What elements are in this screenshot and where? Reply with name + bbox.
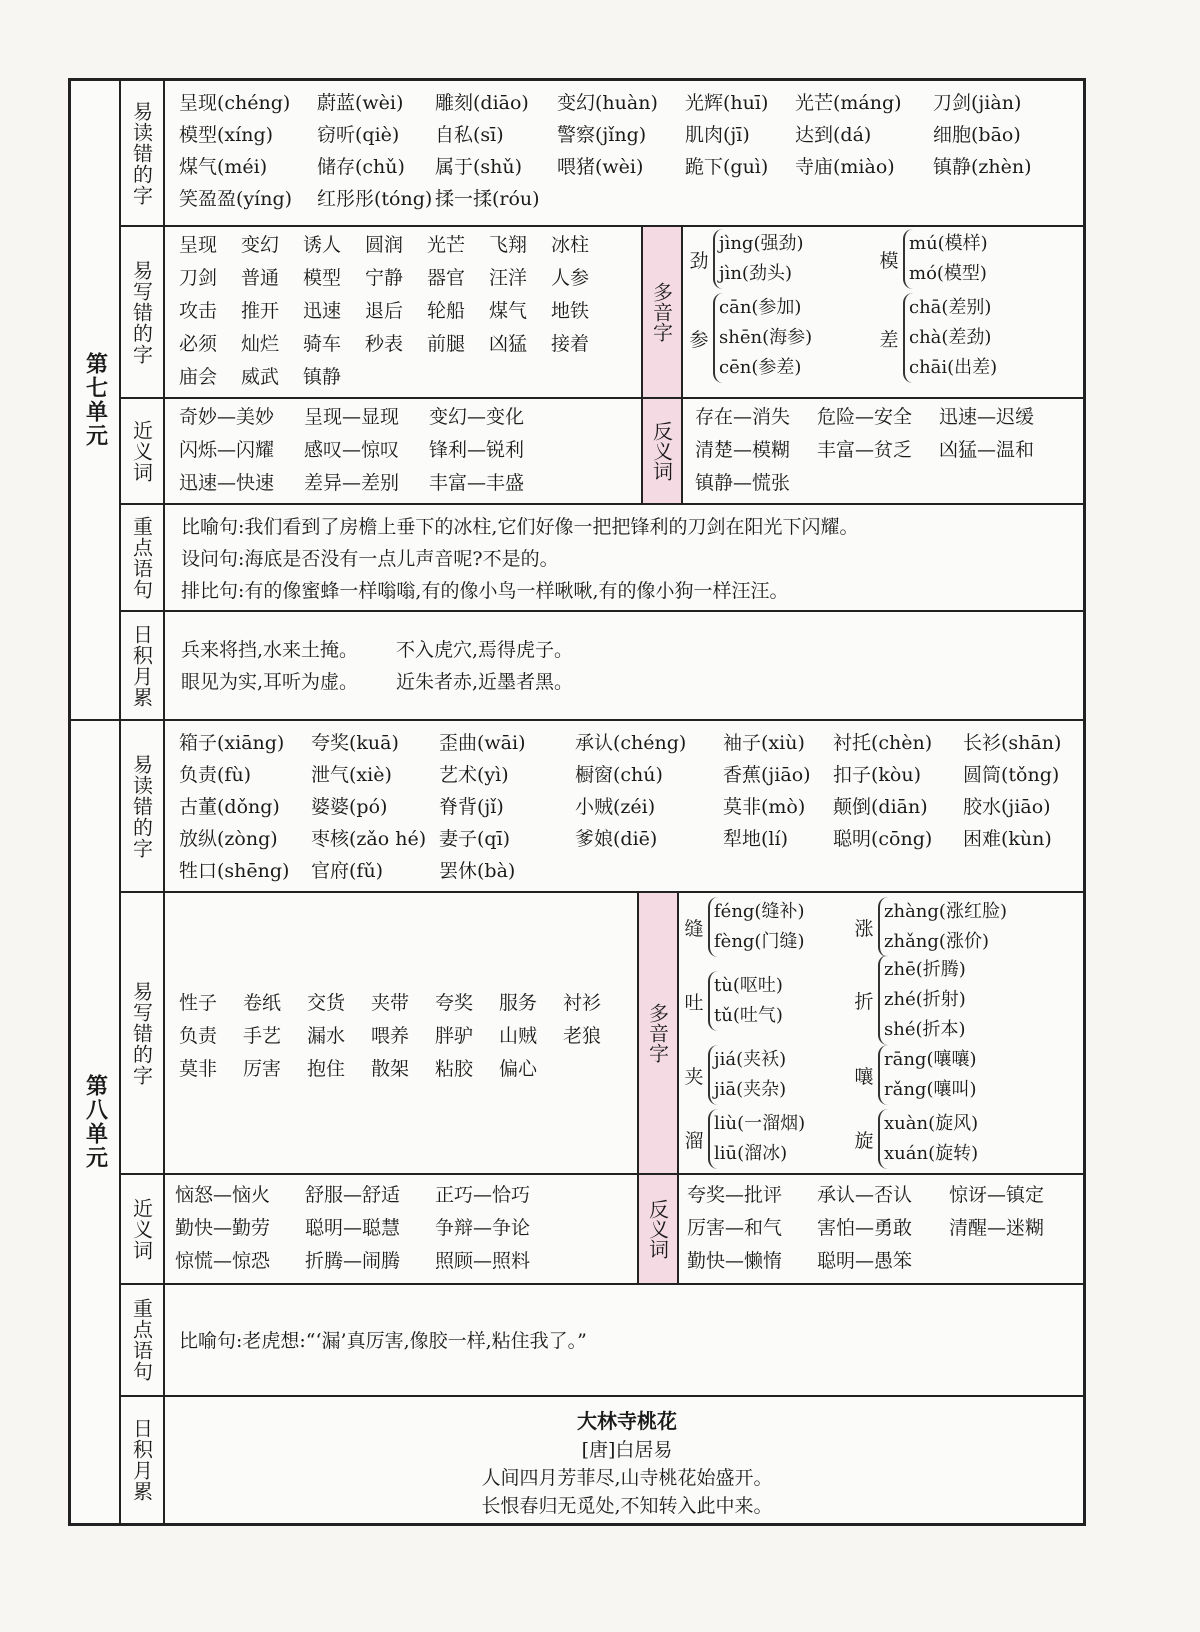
write-item: 散架 xyxy=(371,1058,410,1080)
read-item: 属于(shǔ) xyxy=(435,156,523,178)
read-item: 扣子(kòu) xyxy=(833,764,922,786)
antonym-pair: 惊讶—镇定 xyxy=(949,1184,1045,1206)
unit7-key-label: 重点语句 xyxy=(121,505,165,610)
study-sheet xyxy=(68,78,1086,1526)
synonym-pair: 锋利—锐利 xyxy=(429,439,525,461)
unit7-syn-list xyxy=(179,403,554,498)
antonym-pair: 镇静—慌张 xyxy=(695,472,791,494)
write-item: 卷纸 xyxy=(243,992,282,1014)
polyphone-char: 夹 xyxy=(684,1065,704,1088)
synonym-pair: 正巧—恰巧 xyxy=(435,1184,531,1206)
polyphone-reading: shé(折本) xyxy=(884,1019,966,1040)
read-item: 婆婆(pó) xyxy=(311,796,388,818)
proverb: 不入虎穴,焉得虎子。 xyxy=(396,639,574,661)
polyphone-readings xyxy=(708,1109,805,1169)
read-item: 光辉(huī) xyxy=(685,92,769,114)
polyphone-char: 差 xyxy=(879,328,899,351)
polyphone-reading: mú(模样) xyxy=(909,233,988,254)
polyphone-readings xyxy=(708,897,804,957)
read-item: 胶水(jiāo) xyxy=(963,796,1051,818)
synonym-pair: 丰富—丰盛 xyxy=(429,472,525,494)
write-item: 接着 xyxy=(551,333,590,355)
write-item: 镇静 xyxy=(303,366,342,388)
read-item: 模型(xíng) xyxy=(179,124,274,146)
proverb: 眼见为实,耳听为虚。 xyxy=(181,671,359,693)
read-item: 承认(chéng) xyxy=(575,732,687,754)
read-item: 牲口(shēng) xyxy=(179,860,290,882)
read-item: 蔚蓝(wèi) xyxy=(317,92,404,114)
polyphone-readings xyxy=(878,1045,977,1105)
polyphone-reading: liù(一溜烟) xyxy=(714,1113,806,1134)
unit7-write-row xyxy=(121,227,1083,399)
polyphone-group xyxy=(878,229,988,289)
polyphone-reading: jiá(夹袄) xyxy=(714,1049,787,1070)
unit7-ant-label: 反义词 xyxy=(641,399,683,503)
polyphone-readings xyxy=(713,229,804,289)
unit7-write-list xyxy=(179,231,613,392)
read-item: 爹娘(diē) xyxy=(575,828,658,850)
read-item: 笑盈盈(yíng) xyxy=(179,188,293,210)
antonym-pair: 迅速—迟缓 xyxy=(939,406,1035,428)
read-item: 箱子(xiāng) xyxy=(179,732,285,754)
synonym-pair: 奇妙—美妙 xyxy=(179,406,275,428)
write-item: 粘胶 xyxy=(435,1058,474,1080)
read-item: 刀剑(jiàn) xyxy=(933,92,1022,114)
unit8-key-label: 重点语句 xyxy=(121,1285,165,1395)
read-item: 红彤彤(tóng) xyxy=(317,188,433,210)
polyphone-group xyxy=(853,955,966,1045)
write-item: 冰柱 xyxy=(551,234,590,256)
polyphone-reading: rāng(嚷嚷) xyxy=(884,1049,977,1070)
polyphone-readings xyxy=(713,293,812,383)
synonym-pair: 感叹—惊叹 xyxy=(304,439,400,461)
write-item: 骑车 xyxy=(303,333,342,355)
read-item: 放纵(zòng) xyxy=(179,828,278,850)
write-item: 手艺 xyxy=(243,1025,282,1047)
unit8-key-row xyxy=(121,1285,1083,1397)
unit7-key-lines xyxy=(171,505,1083,610)
read-item: 喂猪(wèi) xyxy=(557,156,644,178)
read-item: 光芒(máng) xyxy=(795,92,902,114)
polyphone-readings xyxy=(708,1045,786,1105)
polyphone-reading: zhǎng(涨价) xyxy=(884,931,989,952)
read-item: 镇静(zhèn) xyxy=(933,156,1032,178)
write-item: 漏水 xyxy=(307,1025,346,1047)
write-item: 庙会 xyxy=(179,366,218,388)
read-item: 长衫(shān) xyxy=(963,732,1062,754)
polyphone-readings xyxy=(903,229,988,289)
polyphone-group xyxy=(683,897,804,957)
read-item: 艺术(yì) xyxy=(439,764,509,786)
polyphone-reading: zhé(折射) xyxy=(884,989,966,1010)
read-item: 负责(fù) xyxy=(179,764,252,786)
poem xyxy=(171,1397,1083,1523)
read-item: 小贼(zéi) xyxy=(575,796,656,818)
proverb: 近朱者赤,近墨者黑。 xyxy=(396,671,574,693)
write-item: 地铁 xyxy=(551,300,590,322)
read-item: 脊背(jǐ) xyxy=(439,796,504,818)
synonym-pair: 呈现—显现 xyxy=(304,406,400,428)
polyphone-readings xyxy=(878,955,966,1045)
polyphone-char: 旋 xyxy=(854,1129,874,1152)
polyphone-reading: rǎng(嚷叫) xyxy=(884,1079,977,1100)
unit7-read-row xyxy=(121,81,1083,227)
write-item: 模型 xyxy=(303,267,342,289)
read-item: 犁地(lí) xyxy=(723,828,788,850)
polyphone-char: 涨 xyxy=(854,917,874,940)
read-item: 窃听(qiè) xyxy=(317,124,400,146)
write-item: 性子 xyxy=(179,992,218,1014)
write-item: 必须 xyxy=(179,333,218,355)
unit8-write-row xyxy=(121,893,1083,1175)
unit8-title xyxy=(71,721,121,1523)
key-sentence: 比喻句:我们看到了房檐上垂下的冰柱,它们好像一把把锋利的刀剑在阳光下闪耀。 xyxy=(181,516,859,538)
polyphone-group xyxy=(683,1045,786,1105)
polyphone-reading: chà(差劲) xyxy=(909,327,992,348)
polyphone-reading: jìn(劲头) xyxy=(719,263,792,284)
synonym-pair: 恼怒—恼火 xyxy=(175,1184,271,1206)
read-item: 香蕉(jiāo) xyxy=(723,764,811,786)
polyphone-group xyxy=(688,293,812,383)
write-item: 诱人 xyxy=(303,234,342,256)
antonym-pair: 清楚—模糊 xyxy=(695,439,791,461)
polyphone-reading: jiā(夹杂) xyxy=(714,1079,787,1100)
polyphone-reading: zhàng(涨红脸) xyxy=(884,901,1007,922)
read-item: 肌肉(jī) xyxy=(685,124,750,146)
unit8-read-label: 易读错的字 xyxy=(121,721,165,891)
unit7-syn-label: 近义词 xyxy=(121,399,165,503)
write-item: 莫非 xyxy=(179,1058,218,1080)
read-item: 雕刻(diāo) xyxy=(435,92,529,114)
polyphone-reading: jìng(强劲) xyxy=(719,233,804,254)
write-item: 变幻 xyxy=(241,234,280,256)
polyphone-char: 折 xyxy=(854,990,874,1013)
polyphone-reading: tù(呕吐) xyxy=(714,975,783,996)
unit8-syn-row xyxy=(121,1175,1083,1285)
read-item: 橱窗(chú) xyxy=(575,764,663,786)
write-item: 前腿 xyxy=(427,333,466,355)
write-item: 老狼 xyxy=(563,1025,602,1047)
poem-line: 长恨春归无觅处,不知转入此中来。 xyxy=(481,1495,773,1517)
unit7-poly-list xyxy=(686,227,1083,397)
polyphone-char: 嚷 xyxy=(854,1065,874,1088)
polyphone-group xyxy=(853,897,1007,957)
unit8-poly-label: 多音字 xyxy=(637,893,679,1173)
read-item: 聪明(cōng) xyxy=(833,828,933,850)
synonym-pair: 迅速—快速 xyxy=(179,472,275,494)
write-item: 山贼 xyxy=(499,1025,538,1047)
polyphone-group xyxy=(878,293,997,383)
unit8-write-label: 易写错的字 xyxy=(121,893,165,1173)
polyphone-readings xyxy=(878,1109,978,1169)
polyphone-char: 缝 xyxy=(684,917,704,940)
write-item: 普通 xyxy=(241,267,280,289)
unit8-syn-label: 近义词 xyxy=(121,1175,165,1283)
read-item: 寺庙(miào) xyxy=(795,156,895,178)
write-item: 威武 xyxy=(241,366,280,388)
unit7-title xyxy=(71,81,121,719)
read-item: 妻子(qī) xyxy=(439,828,511,850)
polyphone-group xyxy=(683,1109,805,1169)
unit8-daily-label: 日积月累 xyxy=(121,1397,165,1523)
polyphone-reading: zhē(折腾) xyxy=(884,959,966,980)
write-item: 煤气 xyxy=(489,300,528,322)
polyphone-reading: féng(缝补) xyxy=(714,901,805,922)
antonym-pair: 危险—安全 xyxy=(817,406,913,428)
key-sentence: 比喻句:老虎想:“‘漏’真厉害,像胶一样,粘住我了。” xyxy=(179,1330,587,1352)
synonym-pair: 差异—差别 xyxy=(304,472,400,494)
synonym-pair: 变幻—变化 xyxy=(429,406,525,428)
read-item: 揉一揉(róu) xyxy=(435,188,540,210)
write-item: 衬衫 xyxy=(563,992,602,1014)
unit7-write-label: 易写错的字 xyxy=(121,227,165,397)
unit8-syn-list xyxy=(175,1181,565,1276)
write-item: 偏心 xyxy=(499,1058,538,1080)
polyphone-reading: fèng(门缝) xyxy=(714,931,805,952)
write-item: 飞翔 xyxy=(489,234,528,256)
polyphone-reading: mó(模型) xyxy=(909,263,987,284)
synonym-pair: 勤快—勤劳 xyxy=(175,1217,271,1239)
polyphone-char: 吐 xyxy=(684,991,704,1014)
read-item: 圆筒(tǒng) xyxy=(963,764,1060,786)
write-item: 圆润 xyxy=(365,234,404,256)
polyphone-readings xyxy=(878,897,1007,957)
antonym-pair: 凶猛—温和 xyxy=(939,439,1035,461)
unit7-ant-list xyxy=(695,403,1061,498)
polyphone-reading: cān(参加) xyxy=(719,297,802,318)
unit7-read-list xyxy=(179,89,1075,213)
write-item: 服务 xyxy=(499,992,538,1014)
write-item: 喂养 xyxy=(371,1025,410,1047)
unit7-key-row xyxy=(121,505,1083,612)
read-item: 跪下(guì) xyxy=(685,156,769,178)
write-item: 胖驴 xyxy=(435,1025,474,1047)
antonym-pair: 害怕—勇敢 xyxy=(817,1217,913,1239)
write-item: 夸奖 xyxy=(435,992,474,1014)
write-item: 轮船 xyxy=(427,300,466,322)
unit8-write-list xyxy=(179,989,627,1084)
polyphone-reading: chāi(出差) xyxy=(909,357,998,378)
unit7-read-label: 易读错的字 xyxy=(121,81,165,225)
unit8-ant-label: 反义词 xyxy=(637,1175,679,1283)
write-item: 迅速 xyxy=(303,300,342,322)
polyphone-group xyxy=(853,1109,978,1169)
read-item: 呈现(chéng) xyxy=(179,92,291,114)
polyphone-readings xyxy=(903,293,997,383)
read-item: 颠倒(diān) xyxy=(833,796,928,818)
write-item: 灿烂 xyxy=(241,333,280,355)
unit7-title-text: 第七单元 xyxy=(82,352,108,448)
read-item: 困难(kùn) xyxy=(963,828,1052,850)
key-sentence: 设问句:海底是否没有一点儿声音呢?不是的。 xyxy=(181,548,559,570)
write-item: 呈现 xyxy=(179,234,218,256)
synonym-pair: 争辩—争论 xyxy=(435,1217,531,1239)
read-item: 储存(chǔ) xyxy=(317,156,405,178)
read-item: 古董(dǒng) xyxy=(179,796,280,818)
antonym-pair: 承认—否认 xyxy=(817,1184,913,1206)
antonym-pair: 丰富—贫乏 xyxy=(817,439,913,461)
synonym-pair: 照顾—照料 xyxy=(435,1250,531,1272)
read-item: 夸奖(kuā) xyxy=(311,732,399,754)
read-item: 泄气(xiè) xyxy=(311,764,392,786)
polyphone-char: 劲 xyxy=(689,249,709,272)
write-item: 交货 xyxy=(307,992,346,1014)
unit7-daily-lines xyxy=(171,612,1083,719)
unit8-read-row xyxy=(121,721,1083,893)
synonym-pair: 聪明—聪慧 xyxy=(305,1217,401,1239)
antonym-pair: 夸奖—批评 xyxy=(687,1184,783,1206)
polyphone-reading: chā(差别) xyxy=(909,297,992,318)
write-item: 退后 xyxy=(365,300,404,322)
unit7-poly-label: 多音字 xyxy=(641,227,683,397)
write-item: 刀剑 xyxy=(179,267,218,289)
unit8-read-list xyxy=(179,729,1075,885)
unit7-daily-row xyxy=(121,612,1083,719)
read-item: 衬托(chèn) xyxy=(833,732,933,754)
synonym-pair: 闪烁—闪耀 xyxy=(179,439,275,461)
read-item: 罢休(bà) xyxy=(439,860,516,882)
write-item: 凶猛 xyxy=(489,333,528,355)
write-item: 光芒 xyxy=(427,234,466,256)
synonym-pair: 惊慌—惊恐 xyxy=(175,1250,271,1272)
write-item: 厉害 xyxy=(243,1058,282,1080)
unit8-title-text: 第八单元 xyxy=(82,1074,108,1170)
poem-line: 人间四月芳菲尽,山寺桃花始盛开。 xyxy=(481,1467,773,1489)
write-item: 推开 xyxy=(241,300,280,322)
antonym-pair: 勤快—懒惰 xyxy=(687,1250,783,1272)
polyphone-reading: liū(溜冰) xyxy=(714,1143,788,1164)
read-item: 自私(sī) xyxy=(435,124,504,146)
read-item: 达到(dá) xyxy=(795,124,872,146)
synonym-pair: 舒服—舒适 xyxy=(305,1184,401,1206)
antonym-pair: 厉害—和气 xyxy=(687,1217,783,1239)
polyphone-reading: cēn(参差) xyxy=(719,357,802,378)
unit8-poly-list xyxy=(681,893,1083,1173)
polyphone-group xyxy=(853,1045,977,1105)
write-item: 人参 xyxy=(551,267,590,289)
proverb: 兵来将挡,水来土掩。 xyxy=(181,639,359,661)
polyphone-group xyxy=(683,971,783,1031)
write-item: 器官 xyxy=(427,267,466,289)
read-item: 袖子(xiù) xyxy=(723,732,805,754)
polyphone-reading: xuàn(旋风) xyxy=(884,1113,979,1134)
write-item: 负责 xyxy=(179,1025,218,1047)
synonym-pair: 折腾—闹腾 xyxy=(305,1250,401,1272)
poem-title: 大林寺桃花 xyxy=(577,1409,677,1433)
write-item: 秒表 xyxy=(365,333,404,355)
write-item: 汪洋 xyxy=(489,267,528,289)
key-sentence: 排比句:有的像蜜蜂一样嗡嗡,有的像小鸟一样啾啾,有的像小狗一样汪汪。 xyxy=(181,580,789,602)
read-item: 细胞(bāo) xyxy=(933,124,1021,146)
polyphone-reading: shēn(海参) xyxy=(719,327,813,348)
polyphone-group xyxy=(688,229,804,289)
poem-author: [唐]白居易 xyxy=(581,1439,673,1461)
polyphone-char: 溜 xyxy=(684,1129,704,1152)
antonym-pair: 聪明—愚笨 xyxy=(817,1250,913,1272)
write-item: 宁静 xyxy=(365,267,404,289)
polyphone-reading: tǔ(吐气) xyxy=(714,1005,783,1026)
polyphone-readings xyxy=(708,971,783,1031)
write-item: 抱住 xyxy=(307,1058,346,1080)
polyphone-reading: xuán(旋转) xyxy=(884,1143,979,1164)
antonym-pair: 存在—消失 xyxy=(695,406,791,428)
polyphone-char: 模 xyxy=(879,249,899,272)
write-item: 夹带 xyxy=(371,992,410,1014)
unit8-daily-row xyxy=(121,1397,1083,1523)
write-item: 攻击 xyxy=(179,300,218,322)
polyphone-char: 参 xyxy=(689,328,709,351)
unit7-daily-label: 日积月累 xyxy=(121,612,165,719)
unit8-ant-list xyxy=(687,1181,1079,1276)
read-item: 歪曲(wāi) xyxy=(439,732,526,754)
read-item: 警察(jǐng) xyxy=(557,124,647,146)
unit7-syn-row xyxy=(121,399,1083,505)
antonym-pair: 清醒—迷糊 xyxy=(949,1217,1045,1239)
read-item: 枣核(zǎo hé) xyxy=(311,828,427,850)
read-item: 煤气(méi) xyxy=(179,156,268,178)
read-item: 变幻(huàn) xyxy=(557,92,658,114)
read-item: 莫非(mò) xyxy=(723,796,806,818)
read-item: 官府(fǔ) xyxy=(311,860,384,882)
